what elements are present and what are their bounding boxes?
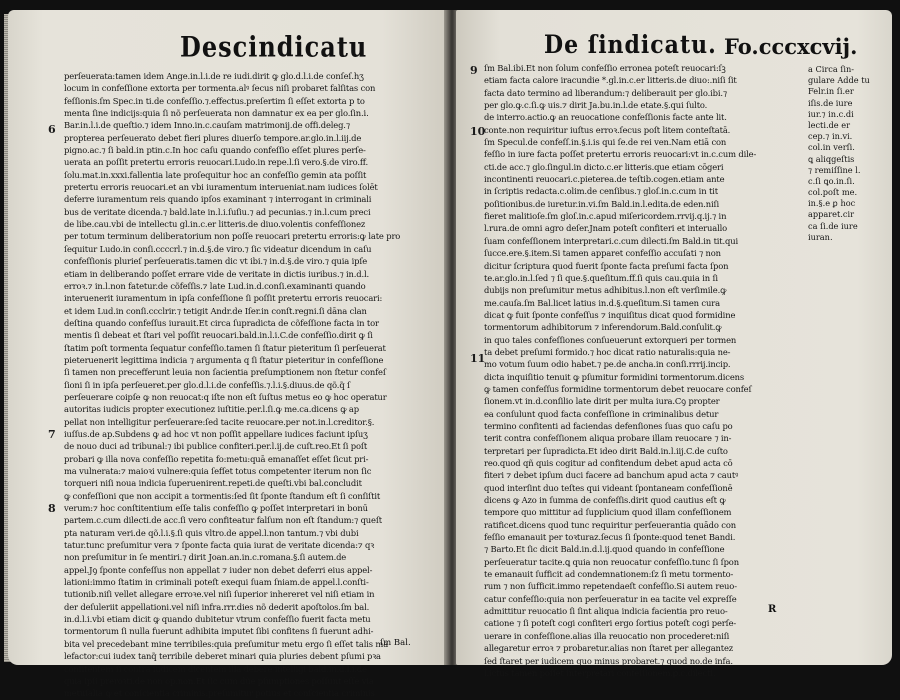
text-line: appel.Jꝯ ſponte confeſſus non appellat ⁊ iuder non debet deferri eius appel- xyxy=(64,564,373,575)
text-line: perſeuerare coipſe ꝙ non reuocat:q iſte non eſt ſuſtus metus eo ꝙ hoc operatur xyxy=(64,391,387,402)
text-line: torqueri niſi noua indicia ſuperuenirent.repeti.de queſti.vbi bal.concludit xyxy=(64,478,362,489)
text-line: partem.c.cum dilecti.de acc.ſi vero confiteatur falſum non eſt ſtandum:⁊ queſt xyxy=(64,515,383,526)
right-marginal-note xyxy=(808,64,888,243)
text-line: der deſuleriit appellationi.vel niſi infra.rrr.dies nõ dederit apoſtolos.ſm bal. xyxy=(64,601,370,612)
folio-number: Fo.cccxcvij. xyxy=(724,34,858,59)
margin-note-line: ca ſi.de iure xyxy=(808,220,858,231)
text-line: fieret malitioſe.ſm gloſ.in.c.apud miſericordem.rrvij.q.ij.⁊ in xyxy=(484,211,727,222)
text-line: tempore quo mittitur ad ſupplicium quod illam confeſſionem xyxy=(484,507,732,518)
text-line: ſm Bal.ibi.Et non ſolum confeſſio erronea poteſt reuocari:ſꝫ xyxy=(484,63,726,73)
text-line: bus de veritate dicenda.⁊ bald.late in.l.i.ſuſiu.⁊ ad pecunias.⁊ in.l.cum preci xyxy=(64,206,371,217)
text-line: allegaretur erroꝛ ⁊ probaretur.alias non ſtaret per allegantez xyxy=(484,643,734,654)
text-line: etiam in deliberando poſſet errare vide de veritate in dictis iuribus.⁊ in.d.l. xyxy=(64,268,370,279)
text-line: erroꝛ.⁊ in.l.non fatetur.de cõfeſſis.⁊ late Lud.in.d.conſi.examinanti quando xyxy=(64,280,366,291)
text-line: mo votum ſuum odio habet.⁊ pe.de ancha.in conſi.rrrij.incip. xyxy=(484,359,731,370)
text-line: de interro.actio.ꝙ an reuocatione confeſſionis facte ante lit. xyxy=(484,112,727,123)
text-line: facta dato termino ad liberandum:⁊ deliberauit per glo.ibi.⁊ xyxy=(484,87,727,98)
text-line: ea conſulunt quod facta confeſſione in criminalibus detur xyxy=(484,408,719,419)
left-margin-number-3: 8 xyxy=(48,502,56,515)
text-line: feſſionis.ſm Spec.in ti.de confeſſio.⁊.effectus.preſertim ſi eſſet extorta p to xyxy=(64,95,365,106)
text-line: per glo.ꝙ.c.ſi.ꝙ uis.⁊ dirit Ja.bu.in.l.de etate.§.qui ſulto. xyxy=(484,100,708,111)
text-line: Bar.in.l.i.de queſtio.⁊ idem Inno.in.c.cauſam matrimonij.de offi.deleg.⁊ xyxy=(64,120,350,131)
right-running-head: De ſindicatu. xyxy=(544,30,717,60)
text-line: per totum terminum deliberatorium non poſſe reuocari pretertu erroris:ꝙ late pro xyxy=(64,231,401,242)
text-line: terpretari per ſupradicta.Et ideo dirit Bald.in.l.iij.C.de cuſto xyxy=(484,445,728,456)
text-line: tatur.tunc preſumitur vera ⁊ ſponte facta quia iurat de veritate dicenda:⁊ qꝛ xyxy=(64,540,375,551)
text-line: et idem Lud.in conſi.ccclrir.⁊ tetigit Andr.de Iſer.in conſt.regni.ſi dāna clan xyxy=(64,305,367,316)
text-line: te.ar.glo.in.l.ſed ⁊ ſi que.§.queſitum.ff.ſi quis cau.quia in ſi xyxy=(484,272,718,283)
text-line: iuſſus.de ap.Subdens ꝙ ad hoc vt non poſſit appellare iudices faciunt ipſuʒ xyxy=(64,428,368,439)
text-line: perſeueratur tacite.ꝗ quia non reuocatur confeſſio.tunc ſi ſpon xyxy=(484,556,739,567)
text-line: propterea perſeuerato debet fieri plures diuerſo tempore.ar.glo.in.l.iij.de xyxy=(64,132,362,143)
margin-note-line: gulare Adde tu xyxy=(808,75,870,86)
text-line: de nouo duci ad tribunal:⁊ ibi publice confiteri.per.l.ij.de cuſt.reo.Et ſi poſt xyxy=(64,441,368,452)
text-line: in.d.l.i.vbi etiam dicit ꝙ quando dubitetur vtrum confeſſio fuerit facta metu xyxy=(64,614,371,625)
text-line: autoritas iudicis propter executionez iuſtitie.per.l.ſi.ꝙ me.ca.dicens ꝙ ap xyxy=(64,404,359,415)
right-page xyxy=(456,10,892,678)
text-line: locum in confeſſione extorta per tormenta.alꝰ ſecus niſi probaret falſitas con xyxy=(64,83,376,94)
left-margin-number-2: 7 xyxy=(48,428,56,441)
text-line: dicitur ſcriptura quod fuerit ſponte facta preſumi facta ſpon xyxy=(484,260,729,271)
text-line: lefactor:cui iudex tanq̃ terribile deberet minari quia pluries debent pſumi pꝛa xyxy=(64,651,381,662)
margin-note-line: apparet.cir xyxy=(808,209,855,220)
text-line: tutionib.niſi vellet allegare erroꝛe.vel niſi ſuperior inhereret vel niſi etiam in xyxy=(64,589,375,600)
text-line: verum:⁊ hoc conſtitentium eſſe talis confeſſio ꝙ poſſet interpretari in bonū xyxy=(64,503,368,514)
text-line: dicta inquiſitio tenuit ꝙ pſumitur formidini tormentorum.dicens xyxy=(484,371,745,382)
margin-note-line: iſis.de iure xyxy=(808,97,853,108)
text-line: ratificet.dicens quod tunc requiritur perſeuerantia quādo con xyxy=(484,519,736,530)
margin-note-line: cep.⁊ in.vi. xyxy=(808,131,853,142)
text-line: fiteri ⁊ debet ipſum duci facere ad banchum apud acta ⁊ cautꝰ xyxy=(484,470,739,481)
text-line: perſeuerata:tamen idem Ange.in.l.i.de re iudi.dirit ꝙ glo.d.l.i.de conſeſ.hʒ xyxy=(64,71,364,81)
text-line: tormentorum adhibitorum ⁊ inferendorum.Bald.conſulit.ꝙ xyxy=(484,322,722,333)
right-margin-number-1: 9 xyxy=(470,64,478,77)
text-line: non preſumitur in ſe mentiri.⁊ dirit Joan.an.in.c.romana.§.ſi autem.de xyxy=(64,552,347,563)
text-line: catur confeſſio:quia non perſeueratur in ea tacite vel expreſſe xyxy=(484,593,737,604)
signature-mark: R xyxy=(768,604,777,615)
text-line: cti.de acc.⁊ glo.ſingul.in dicto.c.er litteris.que etiam cōgeri xyxy=(484,161,724,172)
text-line: feſſio emanauit per toꝛturaz.ſecus ſi ſponte:quod tenet Bandi. xyxy=(484,532,736,543)
text-line: ſolu.mat.in.xxxi.fallentia late proſequitur hoc an confeſſio gemin ata poſſit xyxy=(64,169,367,180)
text-line: ꝙ confeſſioni que non accipit a tormentis:ſed ſit ſponte ſtandum eſt ſi conſiſtit xyxy=(64,490,381,501)
text-line: me.cauſa.ſm Bal.licet latius in.d.§.queſitum.Si tamen cura xyxy=(484,297,720,308)
text-line: confitentem ſi contra iudicem dicentem illa debere intelligi bald.in.d.l.i.de xyxy=(64,663,367,674)
text-line: quia ipſi preroꝛti.de non op.non.Et ſic cum dũe pſumptiones poſſunt eſſe via xyxy=(64,675,374,686)
text-line: te emanauit ſufficit ad condemnationem:ſz ſi metu tormento- xyxy=(484,569,734,580)
right-text-column xyxy=(484,62,802,679)
text-line: admittitur reuocatio ſi ſint aliqua indicia facientia pro reuo- xyxy=(484,606,728,617)
text-line: lationi:immo ſtatim in criminali poteſt exequi ſuam ſniam.de appel.l.conſti- xyxy=(64,577,369,588)
text-line: pellat non intelligitur perſeuerare:ſed tacite reuocare.per not.in.l.creditor.§. xyxy=(64,416,375,427)
text-line: probari ꝙ illa nova confeſſio repetita fo:metu:quā emanaſſet eſſet ſicut pri- xyxy=(64,453,369,464)
margin-note-line: c.ſi ꝗo.in.ſi. xyxy=(808,175,855,186)
margin-note-line: a Circa ſin- xyxy=(808,64,855,74)
text-line: menta ſine indicijs:quia ſi nõ perſeuerata non damnatur ex ea per glo.ſin.i. xyxy=(64,108,369,119)
text-line: feſſio in iure facta poſſet pretertu erroris reuocari:vt in.c.cum dile- xyxy=(484,149,757,160)
margin-note-line: iur.⁊ in.c.di xyxy=(808,108,854,119)
text-line: ſucce.ere.§.item.Si tamen apparet confeſſio accuſati ⁊ non xyxy=(484,248,721,259)
left-catchword: ſm Bal. xyxy=(380,638,411,648)
left-text-column xyxy=(64,70,436,700)
text-line: ſioni ſi in ipſa perſeueret.per glo.d.l.i.de confeſſis.⁊.l.i.§.diuus.de qõ.q̃ ſ xyxy=(64,379,350,390)
text-line: reo.quod qñ quis cogitur ad confitendum debet apud acta cō xyxy=(484,458,733,468)
text-line: ꝙ tamen confeſſus formidine tormentorum debet reuocare confeſ xyxy=(484,383,752,394)
margin-note-line: col.in verſi. xyxy=(808,142,855,153)
text-line: tormentorum ſi nulla fuerunt adhibita imputet ſibi confitens ſi fuerunt adhi- xyxy=(64,626,374,637)
text-line: in quo tales confeſſiones conſueuerunt extorqueri per tormen xyxy=(484,334,737,345)
text-line: poſitionibus.de iuretur.in.vi.ſm Bald.in.l.edita.de eden.niſi xyxy=(484,198,720,209)
right-margin-number-3: 11 xyxy=(470,352,486,365)
text-line: pretertu erroris reuocari.et an vbi iuramentum interueniat.nam iudices ſolēt xyxy=(64,182,378,193)
margin-note-line: ⁊ remiſſine l. xyxy=(808,164,861,175)
margin-note-line: iuran. xyxy=(808,231,833,242)
text-line: bita vel precedebant mine terribiles:quia preſumitur metu ergo ſi eſſet talis ma xyxy=(64,638,389,649)
margin-note-line: col.poſt me. xyxy=(808,187,858,198)
text-line: confeſſionis plurieſ perſeueratis.tamen dic vt ibi.⁊ in.d.§.de viro.⁊ quia ipſe xyxy=(64,256,368,267)
text-line: ſionem.vt in.d.conſilio late dirit per multa iura.Cꝯ propter xyxy=(484,396,720,407)
text-line: pieteruenerit legittima indicia ⁊ argumenta q ſi ſtatur pieteritur in confeſſione xyxy=(64,354,384,365)
text-line: uerare in confeſſione.alias illa reuocatio non procederet:niſi xyxy=(484,630,730,641)
text-line: deferre iuramentum reis quando ipſos examinant ⁊ interrogant in criminali xyxy=(64,194,372,205)
text-line: ſed ſtaret per iudicem quo minus probaret.⁊ quod no.de infa. xyxy=(484,655,733,666)
text-line: ſi tamen non precefferunt leuia non ſacientia preſumptionem non ſtetur confeſ xyxy=(64,367,386,378)
text-line: etiam facta calore iracundie *.gl.in.c.er litteris.de diuo:.niſi ſit xyxy=(484,75,737,86)
text-line: pta naturam veri.de qõ.l.i.§.ſi quis vltro.de appel.l.non tantum.⁊ vbi dubi xyxy=(64,527,359,538)
text-line: dubijs non preſumitur metus adhibitus.l.non eſt verſimile.ꝙ xyxy=(484,285,727,296)
text-line: termino confitenti ad faciendas defenſiones ſuas quo caſu po xyxy=(484,420,733,431)
left-page xyxy=(8,10,448,699)
margin-note-line: lecti.de er xyxy=(808,119,851,130)
text-line: dicens ꝙ Azo in ſumma de confeſſis.dirit quod cautius eſt ꝙ xyxy=(484,495,726,506)
margin-note-line: ꝗ aliqgeſtis xyxy=(808,153,855,164)
text-line: conte.non requiritur iuſtus erroꝛ.ſecus poſt litem conteſtatā. xyxy=(484,124,731,135)
text-line: mentis ſi debeat et ſtari vel poſſit reuocari.bald.in.l.i.C.de confeſſio.dirit ꝙ ſi xyxy=(64,330,373,341)
text-line: ſm Specul.de confeſſ.in.§.i.is qui ſe.de rei ven.Nam etiā con xyxy=(484,137,727,148)
left-margin-number-1: 6 xyxy=(48,123,56,136)
text-line: ſtatim poſt tormenta ſequatur confeſſio.tamen ſi ſtatur pieteritum ſi perſeuerat xyxy=(64,342,386,353)
text-line: ma vulnerata:⁊ maioꝛi vulnere:quia ſefſet totus competenter iterum non ſic xyxy=(64,466,372,476)
text-line: dicat ꝙ fuit ſponte confeſſus ⁊ inquiſitus dicat quod formidine xyxy=(484,309,736,320)
left-running-head: Descindicatu xyxy=(180,29,368,64)
text-line: rum ⁊ non ſufficit.immo repetendaeſt confeſſio.Si autem reuo- xyxy=(484,581,737,592)
text-line: terit contra confeſſionem aliqua probare illam reuocare ⁊ in- xyxy=(484,433,732,444)
text-line: l.rura.de omni agro deſer.Jnam poteſt confiteri et interuallo xyxy=(484,223,728,234)
text-line: ⁊ Barto.Et ſic dicit Bald.in.d.l.ij.quod quando in confeſſione xyxy=(484,544,725,555)
margin-note-line: in.§.e ꝑ hoc xyxy=(808,198,856,209)
text-line: deſtina quando confeſſus iurauit.Et circa ſupradicta de cõfeſſione facta in tor xyxy=(64,317,379,328)
text-line: ſuam confeſſionem interpretari.c.cum dilecti.ſm Bald.in tit.qui xyxy=(484,235,739,246)
text-line: incontinenti reuocari.c.pieterea.de teſtib.cogen.etiam ante xyxy=(484,174,725,185)
text-line: ta debet preſumi formido.⁊ hoc dicat ratio naturalis:quia ne- xyxy=(484,346,731,357)
text-line: pigno.ac.⁊ ſi bald.in ptin.c.In hoc caſu quando confeſſio eſſet plures perſe- xyxy=(64,145,366,156)
text-line: catione ⁊ ſi poteſt cogi confiteri ergo ſortius poteſt cogi perſe- xyxy=(484,618,737,629)
text-line: ſequitur Ludo.in conſi.ccccrl.⁊ in.d.§.de viro.⁊ ſic videatur dicendum in caſu xyxy=(64,243,372,254)
text-line: de libe.cau.vbi de intellectu gl.in.c.er litteris.de diuo.volentis confeſſionez xyxy=(64,219,366,230)
text-line: metuſalia ꝙ et conſcientia criminis:preſumitur potius et conſcientia criminis xyxy=(64,688,375,699)
text-line: l.ictus tamen poſſet interpretari confeſſionem.ꝑ.c.dilecti. xyxy=(484,667,716,678)
text-line: in ſcriptis redacta.c.olim.de cenſibus.⁊ gloſ.in.c.cum in tit xyxy=(484,186,718,197)
book-spread xyxy=(8,10,892,699)
margin-note-line: Felr.in ſi.er xyxy=(808,86,854,97)
text-line: uerata an poſſit pretertu erroris reuocari.Ludo.in repe.l.ſi vero.§.de viro.ff. xyxy=(64,157,368,168)
right-margin-number-2: 10 xyxy=(470,125,486,138)
text-line: interuenerit iuramentum in ipſa confeſſione ſi poſſit pretertu erroris reuocari: xyxy=(64,293,383,304)
text-line: quod interſint duo teſtes qui videant ſpontaneam confeſſionē xyxy=(484,482,733,493)
